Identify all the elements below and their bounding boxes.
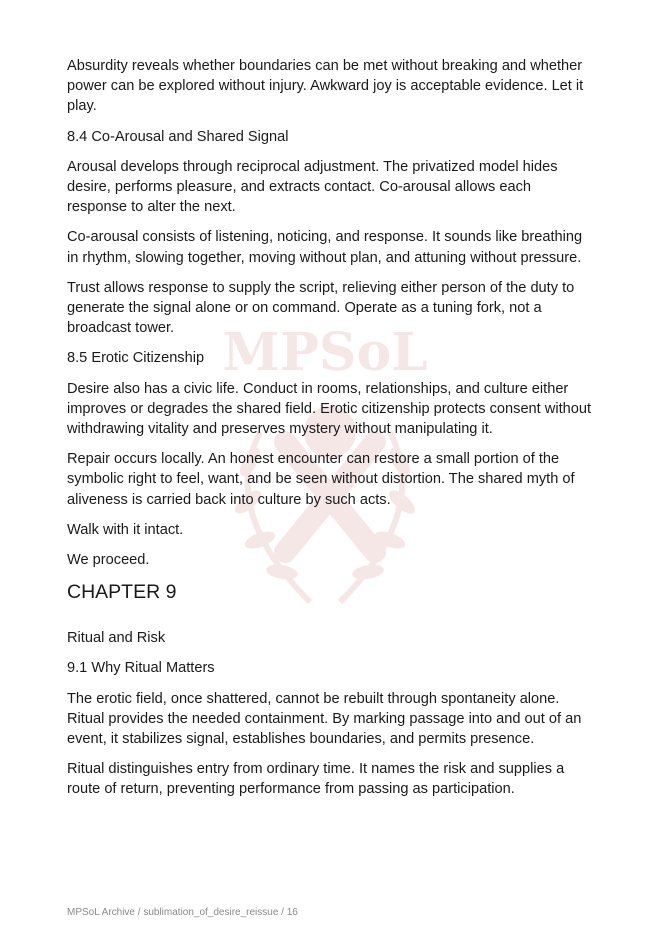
- paragraph: Ritual distinguishes entry from ordinary time. It names the risk and supplies a route of return, preventing performance from passing as participation.: [67, 761, 565, 798]
- section-heading-9-1: 9.1 Why Ritual Matters: [67, 660, 215, 677]
- chapter-title: CHAPTER 9: [67, 581, 177, 604]
- section-heading-8-4: 8.4 Co-Arousal and Shared Signal: [67, 128, 289, 145]
- paragraph: Trust allows response to supply the script, relieving either person of the duty to generate the signal alone or on command. Operate as a tuning fork, not a broadcast tower.: [67, 279, 575, 337]
- paragraph: Absurdity reveals whether boundaries can be met without breaking and whether power can be explored without injury. Awkward joy is acceptable evidence. Let it play.: [67, 58, 584, 115]
- watermark-text: MPSoL: [222, 322, 428, 383]
- page-footer: MPSoL Archive / sublimation_of_desire_reissue / 16: [67, 907, 298, 918]
- paragraph: We proceed.: [67, 552, 150, 569]
- paragraph: Arousal develops through reciprocal adjustment. The privatized model hides desire, performs pleasure, and extracts contact. Co-arousal allows each response to alter the next.: [67, 158, 558, 216]
- paragraph: Walk with it intact.: [67, 521, 184, 538]
- document-body: [67, 56, 592, 810]
- section-heading-8-5: 8.5 Erotic Citizenship: [67, 350, 205, 367]
- paragraph: Co-arousal consists of listening, noticing, and response. It sounds like breathing in rhythm, slowing together, moving without plan, and attuning without pressure.: [67, 229, 583, 266]
- paragraph: Repair occurs locally. An honest encounter can restore a small portion of the symbolic right to feel, want, and be seen without distortion. The shared myth of aliveness is carried back into culture by such acts.: [67, 451, 575, 508]
- paragraph: Desire also has a civic life. Conduct in rooms, relationships, and culture either improves or degrades the shared field. Erotic citizenship protects consent without withdrawing vitality and preserves mystery without manipulating it.: [67, 380, 592, 438]
- chapter-subtitle: Ritual and Risk: [67, 630, 166, 647]
- paragraph: The erotic field, once shattered, cannot be rebuilt through spontaneity alone. Ritual provides the needed containment. By marking passage into and out of an event, it stabilizes signal, establishes boundaries, and permits presence.: [67, 690, 582, 748]
